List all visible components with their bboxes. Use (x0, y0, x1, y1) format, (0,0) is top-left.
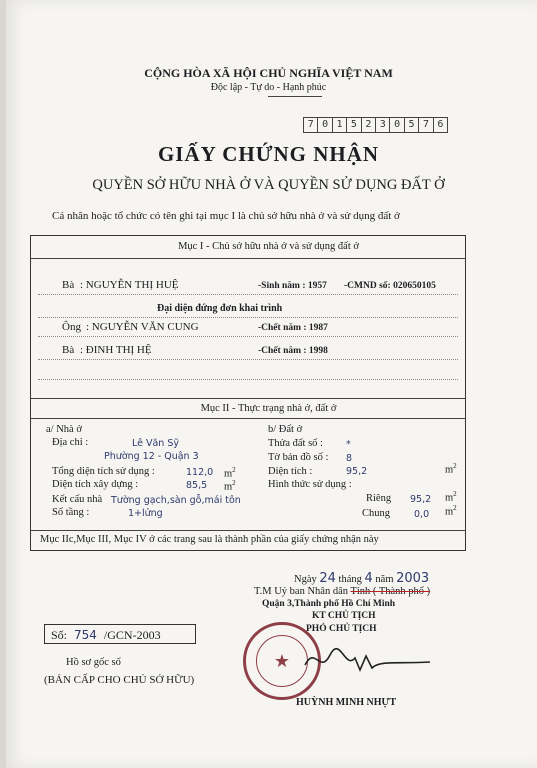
copy-note: (BẢN CẤP CHO CHỦ SỞ HỮU) (44, 674, 195, 686)
address-line1: Lê Văn Sỹ (132, 438, 180, 449)
gcn-number: Số: 754 /GCN-2003 (44, 624, 196, 644)
land-label: b/ Đất ở (268, 424, 303, 435)
land-area-label: Diện tích : (268, 466, 313, 477)
total-area-label: Tổng diện tích sử dụng : (52, 466, 155, 477)
person2-death: -Chết năm : 1987 (258, 323, 328, 333)
total-area-unit: $m^2$ (224, 466, 236, 480)
address-line2: Phường 12 - Quận 3 (104, 451, 199, 462)
date-line: Ngày 24 tháng 4 năm 2003 (294, 571, 430, 586)
map-label: Tờ bản đồ số : (268, 452, 329, 463)
serial-number: 7 0 1 5 2 3 0 5 7 6 (303, 117, 448, 133)
intro-text: Cá nhân hoặc tổ chức có tên ghi tại mục I là chủ sở hữu nhà ở và sử dụng đất ở (52, 210, 400, 222)
footer-note: Mục IIc,Mục III, Mục IV ở các trang sau là thành phần của giấy chứng nhận này (40, 534, 379, 545)
structure-label: Kết cấu nhà (52, 494, 103, 505)
private-label: Riêng (366, 493, 392, 504)
owner-prefix: Bà (62, 279, 75, 291)
shared-value: 0,0 (414, 509, 430, 520)
authority-line3: KT CHỦ TỊCH (312, 611, 376, 621)
section1-divider (30, 258, 466, 259)
address-label: Địa chỉ : (52, 437, 89, 448)
owner-name: : NGUYỄN THỊ HUỆ (80, 279, 179, 291)
house-label: a/ Nhà ở (46, 424, 82, 435)
authority-line2: Quận 3,Thành phố Hồ Chí Minh (262, 599, 396, 609)
map-value: 8 (346, 453, 353, 464)
person2-name: : NGUYỄN VĂN CUNG (86, 321, 199, 333)
person3-name: : ĐINH THỊ HỆ (80, 344, 152, 356)
shared-label: Chung (362, 508, 391, 519)
person3-prefix: Bà (62, 344, 75, 356)
motto-underline (268, 96, 322, 97)
origin-record-label: Hồ sơ gốc số (66, 657, 121, 668)
signature-scribble (300, 640, 440, 680)
private-value: 95,2 (410, 494, 432, 505)
private-unit: $m^2$ (445, 490, 457, 504)
section2-heading: Mục II - Thực trạng nhà ở, đất ở (200, 403, 337, 414)
build-area-label: Diện tích xây dựng : (52, 479, 139, 490)
person2-prefix: Ông (62, 321, 81, 333)
floors-value: 1+lửng (128, 508, 163, 519)
build-area-unit: $m^2$ (224, 479, 236, 493)
lot-label: Thửa đất số : (268, 438, 323, 449)
authority-line4: PHÓ CHỦ TỊCH (306, 624, 377, 634)
national-title: CỘNG HÒA XÃ HỘI CHỦ NGHĨA VIỆT NAM (144, 66, 393, 80)
section2-top-divider (30, 398, 466, 399)
document-subtitle: QUYỀN SỞ HỮU NHÀ Ở VÀ QUYỀN SỬ DỤNG ĐẤT Ở (92, 177, 445, 193)
owner-birth: -Sinh năm : 1957 (258, 281, 327, 291)
floors-label: Số tầng : (52, 507, 90, 518)
lot-value: * (346, 439, 351, 450)
motto: Độc lập - Tự do - Hạnh phúc (210, 82, 327, 93)
structure-value: Tường gạch,sàn gỗ,mái tôn (111, 495, 241, 506)
star-icon: ★ (256, 635, 308, 687)
land-area-unit: $m^2$ (445, 462, 457, 476)
document-title: GIẤY CHỨNG NHẬN (157, 142, 380, 166)
signer-name: HUỲNH MINH NHỰT (296, 697, 397, 708)
section2-divider (30, 418, 466, 419)
land-area-value: 95,2 (346, 466, 368, 477)
build-area-value: 85,5 (186, 480, 208, 491)
shared-unit: $m^2$ (445, 504, 457, 518)
authority-line1: T.M Uỷ ban Nhân dân Tỉnh ( Thành phố ) (254, 586, 431, 597)
total-area-value: 112,0 (186, 467, 214, 478)
footer-divider (30, 530, 466, 531)
representative-note: Đại diện đứng đơn khai trình (157, 303, 283, 314)
person3-death: -Chết năm : 1998 (258, 346, 328, 356)
owner-id: -CMND số: 020650105 (344, 281, 436, 291)
section1-heading: Mục I - Chủ sở hữu nhà ở và sử dụng đất ở (178, 241, 359, 252)
usage-label: Hình thức sử dụng : (268, 479, 352, 490)
